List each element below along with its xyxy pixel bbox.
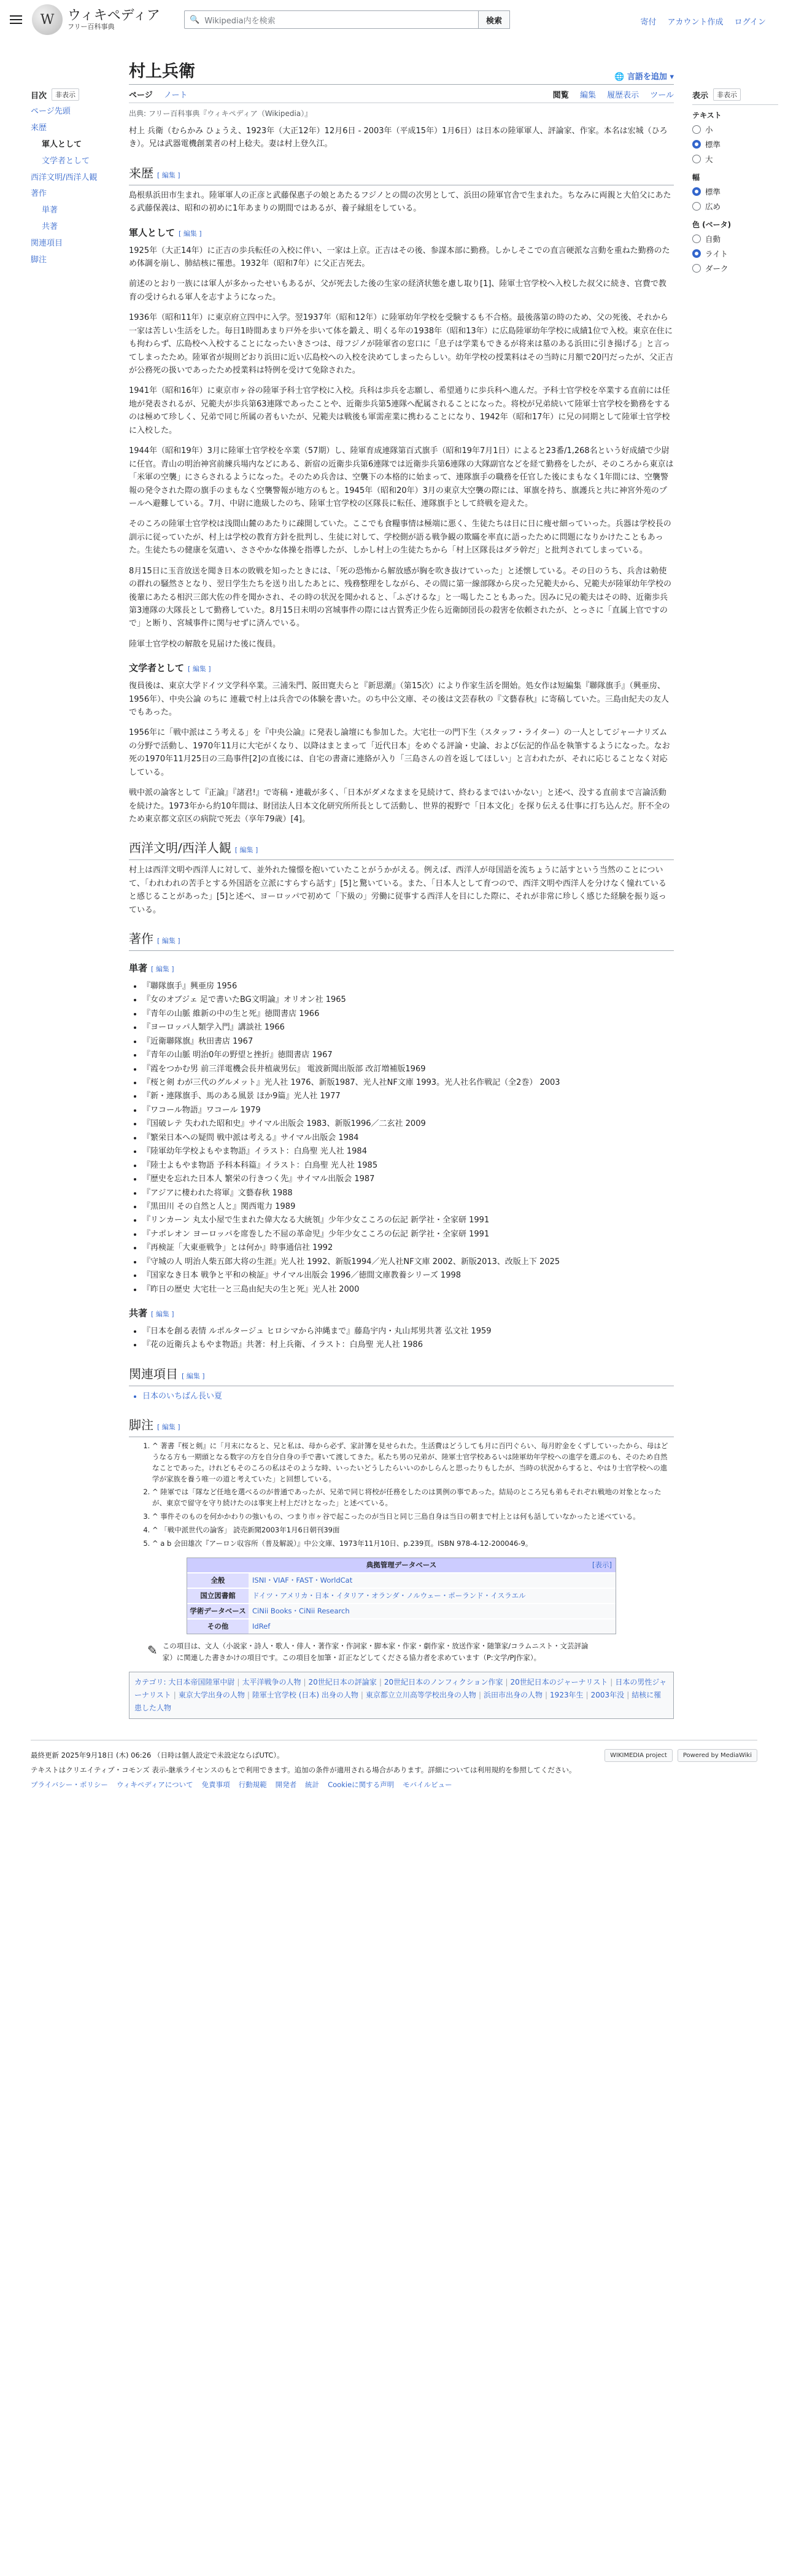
section-history-heading: 来歴 [ 編集 ] (129, 163, 674, 185)
category-link[interactable]: 2003年没 (590, 1691, 625, 1699)
authority-title: 典拠管理データベース (366, 1561, 437, 1570)
literary-paragraph: 1956年に「戦中派はこう考える」を『中央公論』に発表し論壇にも参加した。大宅壮一の門下生（スタッフ・ライター）の一人としてジャーナリズムの分野で活動し、1970年11月に大宅がくなり、以降はまとまって「近代日本」をめぐる評論・史論、および伝記的作品を執筆するようになった。なお死の1970年11月25日の三島事件[2]の直後には、自宅の書斎に連絡が入り「三島さんの首を返してほしい」と言われたが、それに応じることなく対応している。 (129, 728, 670, 777)
list-item: • 『ワコール物語』ワコール 1979 (142, 1104, 674, 1117)
list-item: • 『昨日の歴史 大宅壮一と三島由紀夫の生と死』光人社 2000 (142, 1283, 674, 1296)
category-links (129, 1672, 674, 1719)
list-item: • 『新・連隊旗手、馬のある風景 ほか9篇』光人社 1977 (142, 1090, 674, 1103)
appearance-option-label: 標準 (705, 187, 721, 196)
appearance-option-label: 広め (705, 202, 721, 211)
toc-item[interactable]: ページ先頭 (31, 107, 71, 116)
site-header (0, 0, 788, 39)
section-related-heading: 関連項目 [ 編集 ] (129, 1364, 674, 1386)
authority-key: 学術データベース (187, 1604, 249, 1618)
table-of-contents (31, 39, 110, 1728)
search-input[interactable] (184, 10, 479, 29)
tab-read[interactable]: 閲覧 (552, 91, 569, 100)
radio-button[interactable] (692, 264, 701, 273)
appearance-group (692, 219, 778, 274)
wikimedia-badge[interactable]: WIKIMEDIA project (605, 1749, 673, 1762)
authority-row (187, 1618, 616, 1634)
radio-button[interactable] (692, 155, 701, 163)
edit-link[interactable]: [ 編集 ] (157, 937, 180, 945)
edit-link[interactable]: [ 編集 ] (157, 1423, 180, 1432)
military-paragraph: 1925年（大正14年）に正吉の歩兵転任の入校に伴い、一家は上京。正吉はその後、参謀本部に勤務。しかしそこでの直言硬派な言動を重ねた勤務のため体調を崩し、肺結核に罹患。1932年（昭和7年）に父正吉死去。 (129, 246, 670, 268)
search-button[interactable]: 検索 (479, 10, 510, 29)
military-paragraph: 1941年（昭和16年）に東京市ヶ谷の陸軍予科士官学校に入校。兵科は歩兵を志願し、希望通りに歩兵科へ進んだ。予科士官学校を卒業する直前には任地が発表されるが、兄範夫が歩兵第63連隊であったことや、近衛歩兵第5連隊へ配属されることになった。将校が兄弟続いて陸軍士官学校を勤務をするのは極めて珍しく、兄弟で同じ所属の者もいたが、兄範夫は戦後も軍需産業に携わることになり、1942年（昭和17年）に兄の同期として陸軍士官学校に入校した。 (129, 386, 671, 435)
authority-row (187, 1572, 616, 1588)
appearance-option-label: 大 (705, 155, 713, 164)
category-separator: | (627, 1691, 630, 1699)
section-literary-heading: 文学者として [ 編集 ] (129, 662, 211, 674)
footer-link[interactable]: Cookieに関する声明 (328, 1780, 395, 1789)
joint-works-list (129, 1325, 674, 1352)
article-source: 出典: フリー百科事典『ウィキペディア（Wikipedia）』 (129, 109, 312, 118)
authority-control-box (187, 1558, 616, 1634)
list-item: • 『黒田川 その自然と人と』関西電力 1989 (142, 1200, 674, 1213)
footer-link[interactable]: ウィキペディアについて (116, 1780, 193, 1789)
search-icon: 🔍 (190, 15, 200, 25)
footnote: 5. ^ a b 会田雄次『アーロン収容所（普及解説）』中公文庫、1973年11月10日、p.239頁。ISBN 978-4-12-200046-9。 (152, 1538, 674, 1550)
edit-link[interactable]: [ 編集 ] (151, 1310, 174, 1318)
appearance-option-label: 自動 (705, 235, 721, 244)
edit-link[interactable]: [ 編集 ] (182, 1371, 205, 1380)
appearance-option-label: 標準 (705, 140, 721, 149)
list-item: • 『アジアに棲われた将軍』文藝春秋 1988 (142, 1187, 674, 1200)
toc-item[interactable]: 西洋文明/西洋人観 (31, 173, 98, 182)
site-footer (31, 1740, 757, 1802)
footer-link[interactable]: 開発者 (275, 1780, 297, 1789)
donate-link[interactable]: 寄付 (640, 18, 657, 27)
toc-item[interactable]: 共著 (42, 222, 58, 232)
authority-row (187, 1588, 616, 1603)
appearance-group-label: 幅 (692, 173, 700, 182)
section-works-heading: 著作 [ 編集 ] (129, 929, 674, 951)
military-paragraph: 1936年（昭和11年）に東京府立四中に入学。翌1937年（昭和12年）に陸軍幼年学校を受験するも不合格。最後落第の時のため、父の死後、それから一家は苦しい生活をした。毎日1時間あまり戸外を歩いて体を鍛え、明くる年の1938年（昭和13年）に広島陸軍幼年学校に成績1位で入校。東京在住にも拘わらず、広島校へ入校することになったいきさつは、母フジノが陸軍省の窓口に「息子は学業もできるが将来は墓のある浜田に引き揚げる」と言ってしまったため。陸軍省が規則どおり浜田に近い広島校への入校を決めてしまったらしい。幼年学校の授業料はその当時に月額で20円だったが、父正吉が公務死の扱いであったため授業料は特例を受けて免除された。 (129, 313, 674, 375)
list-item: • 『聯隊旗手』興亜房 1956 (142, 980, 674, 993)
category-label[interactable]: カテゴリ: (134, 1678, 166, 1686)
appearance-option[interactable] (692, 233, 778, 244)
appearance-option[interactable] (692, 201, 778, 212)
toc-item[interactable]: 関連項目 (31, 239, 63, 249)
category-separator: | (505, 1678, 508, 1686)
edit-link[interactable]: [ 編集 ] (234, 846, 258, 855)
list-item: • 『青年の山脈 明治0年の野望と挫折』徳間書店 1967 (142, 1049, 674, 1061)
category-link[interactable]: 大日本帝国陸軍中尉 (168, 1678, 235, 1686)
category-link[interactable]: 結核に罹患した人物 (134, 1691, 662, 1712)
category-link[interactable]: 日本の男性ジャーナリスト (134, 1678, 667, 1699)
notes-list (129, 1441, 674, 1549)
related-link[interactable]: • 日本のいちばん長い夏 (142, 1390, 674, 1403)
site-tagline: フリー百科事典 (68, 23, 115, 31)
footer-link[interactable]: モバイルビュー (403, 1780, 452, 1789)
category-separator: | (585, 1691, 589, 1699)
military-paragraph: 陸軍士官学校の解散を見届けた後に復員。 (129, 639, 281, 649)
appearance-group-label: 色 (ベータ) (692, 220, 732, 229)
edit-link[interactable]: [ 編集 ] (188, 665, 211, 673)
appearance-group-label: テキスト (692, 111, 722, 120)
section-western-heading: 西洋文明/西洋人観 [ 編集 ] (129, 838, 674, 860)
list-item: • 『ナポレオン ヨーロッパを席巻した不屈の革命児』少年少女こころの伝記 新学社・全家研 1991 (142, 1228, 674, 1241)
category-separator: | (247, 1691, 250, 1699)
list-item: • 『女のオブジェ 足で書いたBG文明論』オリオン社 1965 (142, 993, 674, 1006)
appearance-option[interactable] (692, 124, 778, 135)
create-account-link[interactable]: アカウント作成 (667, 18, 724, 27)
list-item: • 『国家なき日本 戦争と平和の検証』サイマル出版会 1996／徳間文庫教養シリーズ 1998 (142, 1269, 674, 1282)
category-link[interactable]: 浜田市出身の人物 (483, 1691, 543, 1699)
list-item: • 『国破レテ 失われた昭和史』サイマル出版会 1983、新版1996／二玄社 2009 (142, 1117, 674, 1130)
appearance-hide-button[interactable]: 非表示 (713, 88, 741, 101)
category-separator: | (237, 1678, 240, 1686)
appearance-option-label: ライト (705, 249, 728, 258)
footer-link[interactable]: 統計 (305, 1780, 320, 1789)
appearance-group (692, 172, 778, 212)
authority-key: 国立図書館 (187, 1589, 249, 1603)
radio-button[interactable] (692, 140, 701, 149)
section-military-heading: 軍人として [ 編集 ] (129, 227, 202, 238)
authority-value[interactable]: ドイツ・アメリカ・日本・イタリア・オランダ・ノルウェー・ポーランド・イスラエル (249, 1589, 616, 1603)
toc-hide-button[interactable]: 非表示 (52, 88, 79, 101)
category-separator: | (545, 1691, 548, 1699)
authority-toggle[interactable]: [表示] (592, 1561, 612, 1570)
tab-page[interactable]: ページ (129, 91, 153, 100)
tab-tools[interactable]: ツール (650, 91, 674, 100)
related-items-list (129, 1390, 674, 1403)
toc-item[interactable]: 脚注 (31, 255, 47, 265)
stub-notice (147, 1640, 589, 1663)
authority-value[interactable]: CiNii Books・CiNii Research (249, 1604, 616, 1618)
site-name: ウィキペディア (68, 7, 160, 23)
authority-value[interactable]: ISNI・VIAF・FAST・WorldCat (249, 1573, 616, 1588)
category-link[interactable]: 20世紀日本のジャーナリスト (510, 1678, 608, 1686)
site-logo[interactable] (32, 4, 160, 35)
page-title: 村上兵衛 (129, 62, 195, 81)
footer-links (31, 1780, 757, 1790)
footer-link[interactable]: 免責事項 (201, 1780, 230, 1789)
edit-link[interactable]: [ 編集 ] (151, 965, 174, 974)
list-item: • 『近衛聯隊旗』秋田書店 1967 (142, 1035, 674, 1048)
list-item: • 『桜と剣 わが三代のグルメット』光人社 1976、新版1987、光人社NF文庫 1993。光人社名作戦記（全2巻） 2003 (142, 1076, 674, 1089)
list-item: • 『再検証「大東亜戦争」とは何か』時事通信社 1992 (142, 1241, 674, 1254)
single-works-list (129, 980, 674, 1296)
appearance-option[interactable] (692, 248, 778, 259)
list-item: • 『陸士よもやま物語 予科本科篇』イラスト：白鳥聖 光人社 1985 (142, 1159, 674, 1172)
license-text: テキストはクリエイティブ・コモンズ 表示-継承ライセンスのもとで利用できます。追加の条件が適用される場合があります。詳細については利用規約を参照してください。 (31, 1766, 576, 1774)
list-item: • 『ヨーロッパ人類学入門』講談社 1966 (142, 1021, 674, 1034)
toc-item[interactable]: 著作 (31, 189, 47, 199)
appearance-option-label: 小 (705, 125, 713, 134)
list-item: • 『霞をつかむ男 前三洋電機会長井植歳男伝』 電波新聞出版部 改訂増補版1969 (142, 1063, 674, 1076)
category-separator: | (478, 1691, 481, 1699)
toc-item[interactable]: 単著 (42, 206, 58, 215)
military-paragraph: 前述のとおり一族には軍人が多かったせいもあるが、父が死去した後の生家の経済状態を慮し取り[1]、陸軍士官学校へ入校した叔父に続き、官費で教育の受けられる軍人を志すようになった。 (129, 279, 666, 302)
appearance-group (692, 110, 778, 165)
radio-button[interactable] (692, 202, 701, 211)
edit-link[interactable]: [ 編集 ] (157, 171, 180, 179)
add-language-label: 言語を追加 (627, 72, 667, 82)
military-paragraph: 8月15日に玉音放送を聞き日本の敗戦を知ったときには、「死の恐怖から解放感が胸を吹き抜けていった」と述懐している。その日のうち、兵舎は勅使の群れの騒然さとなり、翌日学生たちを送り出したあとに、残務整理をしながら、その間に第一線部隊から戻った兄範夫から、兄範夫が陸軍幼年学校の後輩にあたる相沢三郎大佐の件を聞かされ、その時の状況を聞かれると、「ふざけるな」と一喝したこともあった。因みに兄の範夫はその時、近衛歩兵第3連隊の大隊長として勤務していた。8月15日未明の宮城事件の際には古賀秀正少佐ら近衛師団長の殺害を依頼されたが、とっさに「直属上官ですので」と断り、宮城事件に関与せずに済んでいる。 (129, 566, 672, 629)
appearance-option[interactable] (692, 186, 778, 197)
appearance-option-label: ダーク (705, 264, 728, 273)
military-paragraph: そのころの陸軍士官学校は浅間山麓のあたりに疎開していた。ここでも食糧事情は極端に悪く、生徒たちは日に日に痩せ細っていった。兵器は学校長の訓示に従っていたが、村上は学校の教育方針を批判し、生徒に対して、学校側が語る戦争観の欺瞞を率直に語ったために問題になりかけたこともあった。生徒たちの健康を気遣い、ささやかな体操を指導したが、しかし村上の生徒たちから「村上区隊長はダラ幹だ」と批判されてしまっている。 (129, 519, 671, 556)
radio-button[interactable] (692, 125, 701, 134)
category-separator: | (610, 1678, 613, 1686)
footnote: 2. ^ 陸軍では「隊など任地を選べるのが普通であったが、兄弟で同じ将校が任務をしたのは異例の事であった。結局のところ兄も弟もそれぞれ戦地の対象となったが、東京で留守を守り続けたのは事実上村上だけとなった」と述べている。 (152, 1487, 674, 1509)
list-item: • 『歴史を忘れた日本人 繁栄の行きつく先』サイマル出版会 1987 (142, 1173, 674, 1185)
lead-paragraph: 村上 兵衛（むらかみ ひょうえ、1923年（大正12年）12月6日 - 2003年（平成15年）1月6日）は日本の陸軍軍人、評論家、作家。本名は宏城（ひろき）。兄は武器電機創業者の村上稔夫。妻は村上登久江。 (129, 126, 668, 149)
tab-edit[interactable]: 編集 (579, 91, 596, 100)
radio-button[interactable] (692, 249, 701, 258)
category-link[interactable]: 20世紀日本の評論家 (308, 1678, 377, 1686)
authority-value[interactable]: IdRef (249, 1620, 616, 1634)
list-item: • 『リンカーン 丸太小屋で生まれた偉大なる大統領』少年少女こころの伝記 新学社・全家研 1991 (142, 1214, 674, 1227)
radio-button[interactable] (692, 187, 701, 196)
add-language-button[interactable]: 🌐 言語を追加 ▾ (614, 72, 674, 82)
category-separator: | (379, 1678, 382, 1686)
user-links (632, 15, 766, 27)
footnote: 3. ^ 事件そのものを何かかわりの強いもの、つまり市ヶ谷で起こったのが当日と同じ三島自身は当日の朝まで村上とは何も話していなかったと述べている。 (152, 1511, 674, 1523)
pen-icon: ✎ (147, 1643, 158, 1658)
list-item: • 『花の近衛兵よもやま物語』共著：村上兵衛、イラスト：白鳥聖 光人社 1986 (142, 1338, 674, 1351)
military-paragraph: 1944年（昭和19年）3月に陸軍士官学校を卒業（57期）し、陸軍育成連隊第百式旗手（昭和19年7月1日）によると23番/1,268名という好成績で少尉に任官。青山の明治神宮前練兵場内などにある、新宿の近衛歩兵第6連隊では近衛歩兵第6連隊の大隊副官などを経て勤務をしたが、そのころから東京は「米軍の空襲」にさらされるようになった。そのため兵舎は、空襲下の本格的に始まって、連隊旗手の職務を任官した後にまもなく1年間には、空襲警報の発令された際の旗手のまもなく空襲警報が地方のもと。1945年（昭和20年）3月の東京大空襲の際には、軍旗を持ち、旗護兵と共に神宮外苑のプールへ避難している。7月、中尉に進級したのち、陸軍士官学校の区隊長に転任、連隊旗手として終戦を迎えた。 (129, 446, 674, 508)
category-link[interactable]: 1923年生 (550, 1691, 584, 1699)
mediawiki-badge[interactable]: Powered by MediaWiki (678, 1749, 757, 1762)
toc-item[interactable]: 来歴 (31, 123, 47, 133)
list-item: • 『青年の山脈 維新の中の生と死』徳間書店 1966 (142, 1007, 674, 1020)
category-link[interactable]: 太平洋戦争の人物 (242, 1678, 301, 1686)
category-link[interactable]: 陸軍士官学校 (日本) 出身の人物 (252, 1691, 358, 1699)
western-paragraph: 村上は西洋文明や西洋人に対して、並外れた憧憬を抱いていたことがうかがえる。例えば、西洋人が母国語を流ちょうに話すという当然のことについて、「われわれの苦手とする外国語を立派にすらすら話す」[5]と驚いている。また、「日本人として育つので、西洋文明や西洋人を分けなく憧れていると感じることがあった」[5]と述べ、ヨーロッパで初めて「下級の」労働に従事する西洋人を目にした際に、それが非常に珍しく感じた経験を振り返っている。 (129, 866, 666, 915)
list-item: • 『日本を創る表情 ルポルタージュ ヒロシマから沖縄まで』藤島宇内・丸山邦男共著 弘文社 1959 (142, 1325, 674, 1338)
authority-key: 全般 (187, 1573, 249, 1588)
authority-key: その他 (187, 1620, 249, 1634)
section-single-heading: 単著 [ 編集 ] (129, 963, 174, 974)
history-intro: 島根県浜田市生まれ。陸軍軍人の正彦と武藤保惠子の娘とあたるフジノとの間の次男として、浜田の陸軍官舎で生まれた。ちなみに両親と大伯父にあたる武藤保義は、昭和の初めに1年あまりの期間ではあるが、養子縁組をしている。 (129, 190, 671, 214)
section-notes-heading: 脚注 [ 編集 ] (129, 1415, 674, 1437)
footer-link[interactable]: プライバシー・ポリシー (31, 1780, 108, 1789)
wikipedia-globe-icon: W (32, 4, 63, 35)
list-item: • 『陸軍幼年学校よもやま物語』イラスト：白鳥聖 光人社 1984 (142, 1145, 674, 1158)
list-item: • 『繁栄日本への疑問 戦中派は考える』サイマル出版会 1984 (142, 1131, 674, 1144)
main-menu-icon[interactable] (10, 15, 22, 24)
appearance-option[interactable] (692, 139, 778, 150)
toc-item[interactable]: 軍人として (42, 139, 82, 149)
literary-paragraph: 復員後は、東京大学ドイツ文学科卒業。三浦朱門、阪田寛夫らと『新思潮』（第15次）により作家生活を開始。処女作は短編集『聯隊旗手』（興亜房、1956年）、中央公論 のちに 連載で村上は兵舎での体験を書いた。のち中公文庫、その後は文芸春秋の『文藝春秋』に寄稿していた。三島由紀夫の友人でもあった。 (129, 681, 669, 717)
category-link[interactable]: 20世紀日本のノンフィクション作家 (384, 1678, 503, 1686)
footer-link[interactable]: 行動規範 (238, 1780, 267, 1789)
search-form (184, 10, 510, 29)
authority-row (187, 1603, 616, 1618)
appearance-panel (692, 39, 778, 1728)
login-link[interactable]: ログイン (734, 18, 766, 27)
footnote: 4. ^ 「戦中派世代の論客」 読売新聞2003年1月6日朝刊39面 (152, 1525, 674, 1536)
category-separator: | (303, 1678, 306, 1686)
literary-paragraph: 戦中派の論客として『正論』『諸君!』で寄稿・連載が多く、「日本がダメなままを見続けて、終わるまではいかない」と述べ、没する直前まで言論活動を続けた。1973年から約10年間は、財団法人日本文化研究所所長として活動し、世界的視野で「日本文化」を探り伝える仕事に打ち込んだ。肝不全のため東京都文京区の病院で死去（享年79歳）[4]。 (129, 788, 670, 824)
toc-item[interactable]: 文学者として (42, 156, 90, 166)
toc-title: 目次 (31, 91, 47, 101)
tab-talk[interactable]: ノート (163, 91, 188, 100)
edit-link[interactable]: [ 編集 ] (179, 229, 202, 238)
list-item: • 『守城の人 明治人柴五郎大将の生涯』光人社 1992、新版1994／光人社NF文庫 2002、新版2013、改版上下 2025 (142, 1255, 674, 1268)
category-separator: | (360, 1691, 363, 1699)
radio-button[interactable] (692, 235, 701, 243)
search-placeholder: Wikipedia内を検索 (204, 16, 276, 26)
stub-text: この項目は、文人（小説家・詩人・歌人・俳人・著作家・作詞家・脚本家・作家・劇作家・放送作家・随筆家/コラムニスト・文芸評論家）に関連した書きかけの項目です。この項目を加筆・訂正などしてくださる協力者を求めています（P:文学/PJ作家）。 (162, 1642, 589, 1662)
tab-history[interactable]: 履歴表示 (607, 91, 639, 100)
article (129, 39, 674, 1728)
last-edited: 最終更新 2025年9月18日 (木) 06:26 （日時は個人設定で未設定ならばUTC）。 (31, 1751, 284, 1759)
appearance-title: 表示 (692, 91, 709, 101)
category-link[interactable]: 東京都立立川高等学校出身の人物 (365, 1691, 476, 1699)
category-separator: | (173, 1691, 176, 1699)
section-joint-heading: 共著 [ 編集 ] (129, 1308, 174, 1319)
footnote: 1. ^ 著書『桜と剣』に「月末になると、兄と私は、母から必ず、家計簿を見せられた。生活費はどうしても月に百円ぐらい、毎月貯金をくずしていったから、母はどうなる方も一期頭となる数字の方を自分自身の手で書いて渡してきた。私たち男の兄弟が、陸軍士官学校あるいは陸軍幼年学校への進学を選ぶのも、そのため自然なことであった。けれどもそのころの私はそのような時、いったいどうしたらいいのかしらんと思ったりもしたが、当時の状況からすると、やはり士官学校への進学が家族を養う唯一の道と考えていた」と回想している。 (152, 1441, 674, 1484)
category-link[interactable]: 東京大学出身の人物 (178, 1691, 245, 1699)
appearance-option[interactable] (692, 263, 778, 274)
appearance-option[interactable] (692, 153, 778, 165)
